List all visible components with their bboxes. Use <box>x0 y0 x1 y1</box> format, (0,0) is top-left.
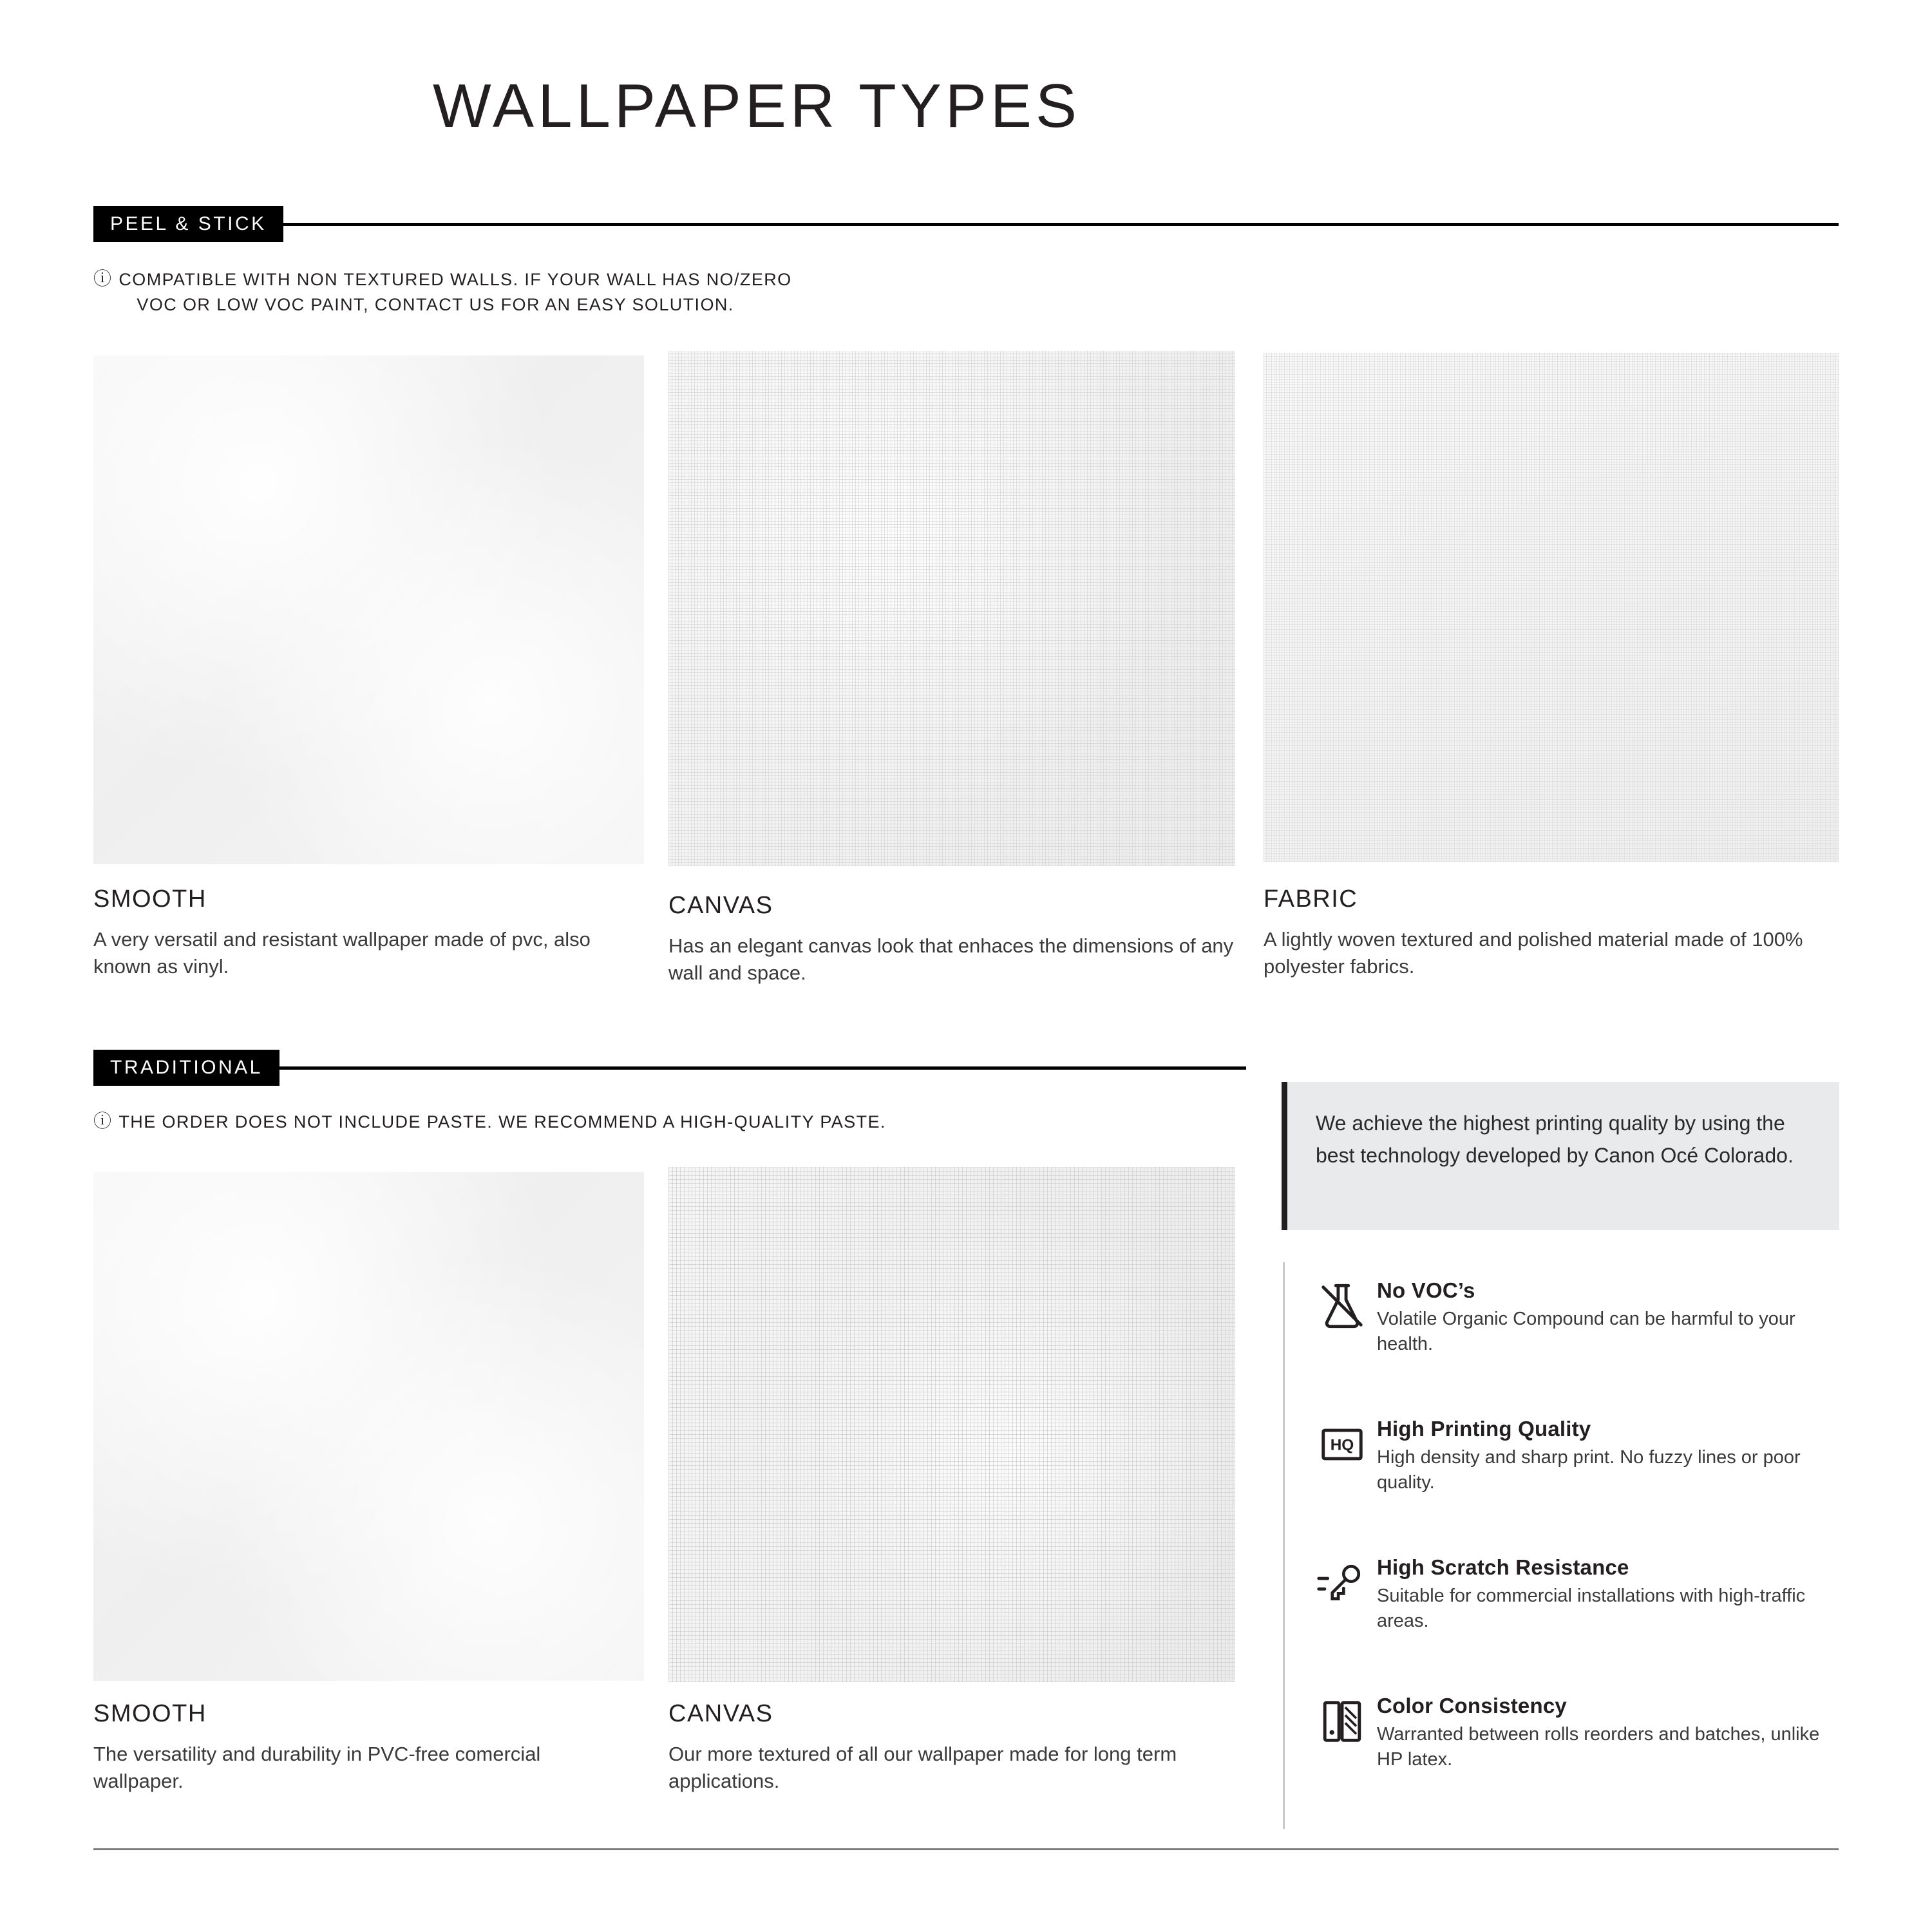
footer-rule <box>93 1848 1839 1850</box>
scratch-resistance-icon <box>1307 1555 1377 1608</box>
section-rule-traditional <box>279 1066 1246 1070</box>
card-title-traditional-smooth: SMOOTH <box>93 1700 207 1727</box>
feature-title-color: Color Consistency <box>1377 1694 1567 1718</box>
section-rule <box>283 223 1839 226</box>
card-desc-peel-canvas: Has an elegant canvas look that enhaces the dimensions of any wall and space. <box>668 934 1234 984</box>
section-tag-peel-stick: PEEL & STICK <box>93 206 283 242</box>
info-icon: ⓘ <box>93 1111 113 1131</box>
no-voc-icon <box>1307 1278 1377 1331</box>
svg-text:HQ: HQ <box>1330 1436 1354 1454</box>
hq-print-icon <box>1307 1417 1377 1470</box>
swatch-peel-smooth <box>93 355 644 864</box>
feature-title-scratch: High Scratch Resistance <box>1377 1555 1629 1579</box>
feature-title-hq: High Printing Quality <box>1377 1417 1591 1441</box>
swatch-traditional-smooth <box>93 1172 644 1681</box>
peel-stick-note-line-2: VOC OR LOW VOC PAINT, CONTACT US FOR AN EASY SOLUTION. <box>137 295 734 315</box>
peel-stick-note-line-1: COMPATIBLE WITH NON TEXTURED WALLS. IF YOUR WALL HAS NO/ZERO <box>118 270 792 289</box>
section-header-traditional <box>93 1050 1246 1086</box>
card-title-peel-canvas: CANVAS <box>668 892 773 919</box>
feature-title-no-voc: No VOC’s <box>1377 1278 1475 1302</box>
card-title-peel-fabric: FABRIC <box>1264 886 1358 913</box>
swatch-peel-canvas <box>668 351 1235 866</box>
card-desc-peel-fabric: A lightly woven textured and polished material made of 100% polyester fabrics. <box>1264 928 1803 978</box>
feature-desc-color: Warranted between rolls reorders and batches, unlike HP latex. <box>1377 1724 1820 1770</box>
features-divider <box>1283 1262 1285 1829</box>
traditional-note <box>93 1110 1188 1135</box>
quality-statement-text: We achieve the highest printing quality by using the best technology developed by Canon Océ Colorado. <box>1316 1112 1794 1167</box>
feature-desc-scratch: Suitable for commercial installations with high-traffic areas. <box>1377 1586 1806 1631</box>
card-desc-traditional-canvas: Our more textured of all our wallpaper made for long term applications. <box>668 1743 1177 1792</box>
page-title: WALLPAPER TYPES <box>433 71 1081 140</box>
section-tag-traditional: TRADITIONAL <box>93 1050 279 1086</box>
card-title-peel-smooth: SMOOTH <box>93 886 207 913</box>
quality-statement-box <box>1282 1082 1839 1230</box>
card-desc-traditional-smooth: The versatility and durability in PVC-free comercial wallpaper. <box>93 1743 541 1792</box>
info-icon: ⓘ <box>93 269 113 289</box>
swatch-traditional-canvas <box>668 1167 1235 1682</box>
section-header-peel-stick <box>93 206 1839 242</box>
card-title-traditional-canvas: CANVAS <box>668 1700 773 1727</box>
peel-stick-note <box>93 267 1124 317</box>
card-desc-peel-smooth: A very versatil and resistant wallpaper made of pvc, also known as vinyl. <box>93 928 591 978</box>
feature-high-scratch-resistance <box>1307 1555 1848 1634</box>
swatch-peel-fabric <box>1264 353 1839 862</box>
feature-no-voc <box>1307 1278 1848 1357</box>
feature-desc-no-voc: Volatile Organic Compound can be harmful to your health. <box>1377 1309 1795 1354</box>
feature-color-consistency <box>1307 1694 1848 1772</box>
traditional-note-text: THE ORDER DOES NOT INCLUDE PASTE. WE RECOMMEND A HIGH-QUALITY PASTE. <box>118 1112 886 1132</box>
color-consistency-icon <box>1307 1694 1377 1747</box>
feature-desc-hq: High density and sharp print. No fuzzy lines or poor quality. <box>1377 1447 1801 1493</box>
feature-high-printing-quality <box>1307 1417 1848 1495</box>
